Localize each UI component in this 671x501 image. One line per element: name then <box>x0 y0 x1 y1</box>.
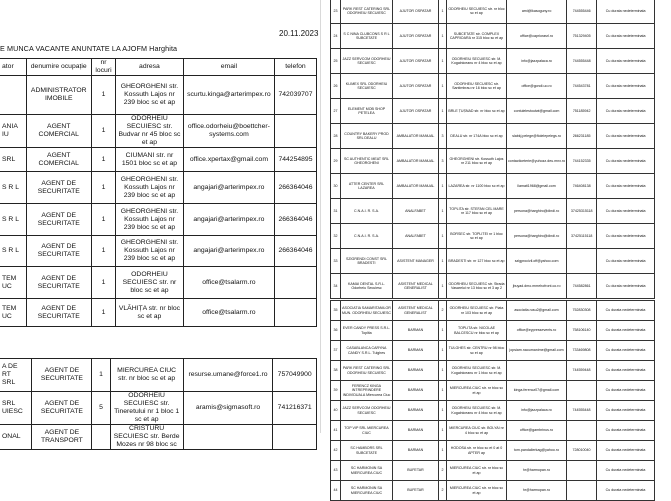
phone-cell: 744555446 <box>567 0 597 24</box>
phone-cell <box>274 115 316 148</box>
positions-cell: 1 <box>439 341 447 361</box>
occupation-cell: AMBALATOR MANUAL <box>393 149 439 174</box>
occupation-cell: BARMAN <box>393 421 439 441</box>
contract-cell: Cu durata nedeterminata <box>597 124 655 149</box>
address-cell: ODORHEIU SECUIESC str. Strada Vasarelui nr 13 bloc sc et 3 ap 2 <box>447 274 507 299</box>
address-cell: GHEORGHENI str. Kossuth Lajos nr 239 bloc sc et ap <box>116 236 184 267</box>
employer-cell: S R L <box>0 172 26 204</box>
phone-cell: 744582861 <box>567 274 597 299</box>
table-row <box>331 74 655 99</box>
occupation-cell: ASISTENT MANAGER <box>393 249 439 274</box>
table-row <box>331 274 655 299</box>
employer-cell: S R L <box>0 236 26 267</box>
employer-cell: EVER CANDY PRESS S.R.L. Toplita <box>341 321 393 341</box>
phone-cell: 751185942 <box>567 99 597 124</box>
positions-cell: 1 <box>91 115 115 148</box>
row-number-cell: 25 <box>331 49 341 74</box>
occupation-cell: AGENT DE TRANSPORT <box>32 425 92 450</box>
occupation-cell: AGENT DE SECURITATE <box>26 204 91 236</box>
phone-cell <box>567 249 597 274</box>
header-cell: nr locuri <box>91 59 115 76</box>
row-number-cell: 28 <box>331 124 341 149</box>
table-row <box>331 124 655 149</box>
positions-cell: 1 <box>439 274 447 299</box>
phone-cell <box>273 425 317 450</box>
row-number-cell: 43 <box>331 461 341 481</box>
phone-cell: 37425115118 <box>567 224 597 249</box>
employer-cell: SRL UIESC <box>0 392 32 425</box>
address-cell: MIERCUREA CIUC str. BOLYAI nr 4 bloc sc et ap <box>447 421 507 441</box>
phone-cell: 751329405 <box>567 24 597 49</box>
positions-cell: 1 <box>91 267 115 299</box>
address-cell: ODORHEIU SECUIESC str. M. Kogalniceanu nr 4 bloc sc et ap <box>447 49 507 74</box>
positions-cell: 1 <box>439 441 447 461</box>
address-cell: TOPLITA str. NICOLAE BALCESCU nr bloc sc et ap <box>447 321 507 341</box>
positions-cell: 2 <box>439 301 447 321</box>
contract-cell: Cu durata nedeterminata <box>597 401 655 421</box>
row-number-cell: 31 <box>331 199 341 224</box>
employer-cell <box>0 76 26 115</box>
employer-cell: SC AUTHENTIC MEAT SRL GHEORGHENI <box>341 149 393 174</box>
occupation-cell: BUFETAR <box>393 461 439 481</box>
phone-cell: 744543781 <box>567 74 597 99</box>
phone-cell <box>567 381 597 401</box>
occupation-cell: ANALFABET <box>393 199 439 224</box>
email-cell: office.xpertax@gmail.com <box>183 148 274 172</box>
address-cell: ODORHEIU SECUIESC str. nr bloc sc et ap <box>116 267 184 299</box>
email-cell: asociatia.rusu2@gmail.com <box>507 301 567 321</box>
address-cell: GHEORGHENI str. Kossuth Lajos nr 211 bloc sc et ap <box>447 149 507 174</box>
contract-cell: Cu durata nedeterminata <box>597 321 655 341</box>
table-row <box>0 359 317 392</box>
positions-cell: 1 <box>91 204 115 236</box>
email-cell: office@eypressevents.ro <box>507 321 567 341</box>
email-cell: tom.pandalierkag@yahoo.ro <box>507 441 567 461</box>
contract-cell: Cu durata nedeterminata <box>597 199 655 224</box>
occupation-cell: AJUTOR OSPATAR <box>393 49 439 74</box>
table-row <box>331 341 655 361</box>
employer-cell: PARK REST CATERING SRL ODORHEIU SECUIESC <box>341 361 393 381</box>
email-cell: persona@harghiro@dindi.ro <box>507 224 567 249</box>
address-cell: TOPLITA str. STEFAN CEL MARE nr 117 bloc sc et ap <box>447 199 507 224</box>
header-cell: adresa <box>116 59 184 76</box>
address-cell: MIERCUREA CIUC str. nr bloc sc et ap <box>447 461 507 481</box>
left-page <box>0 0 319 448</box>
table-row <box>0 267 317 299</box>
positions-cell: 1 <box>439 361 447 381</box>
contract-cell: Cu durata nedeterminata <box>597 24 655 49</box>
contract-cell: Cu durata nedeterminata <box>597 74 655 99</box>
contract-cell: Cu durata nedeterminata <box>597 381 655 401</box>
positions-cell: 1 <box>439 24 447 49</box>
header-cell: email <box>183 59 274 76</box>
occupation-cell: ADMINISTRATOR IMOBILE <box>26 76 91 115</box>
phone-cell: 758106140 <box>567 321 597 341</box>
phone-cell: 37425315118 <box>567 199 597 224</box>
email-cell: angajari@arterimpex.ro <box>183 236 274 267</box>
positions-cell: 2 <box>439 461 447 481</box>
table-header-row <box>0 59 317 76</box>
positions-cell: 1 <box>439 49 447 74</box>
table-row <box>0 115 317 148</box>
occupation-cell: BARMAN <box>393 361 439 381</box>
contract-cell: Cu durata nedeterminata <box>597 361 655 381</box>
address-cell: BORSEC str. TOPLITEI nr 1 bloc sc et ap <box>447 224 507 249</box>
positions-cell: 1 <box>91 236 115 267</box>
jobs-table-top <box>0 58 317 327</box>
employer-cell: C.N.A.I. R. S.A. <box>341 224 393 249</box>
email-cell: info@jazzpalaca.ro <box>507 49 567 74</box>
occupation-cell: AGENT DE SECURITATE <box>26 299 91 327</box>
employer-cell: S C NINA CLUBCONS S R L SUBCETATE <box>341 24 393 49</box>
address-cell: SUBCETATE str. COMPLEX CAPRIOARA nr 315 bloc sc et ap <box>447 24 507 49</box>
employer-cell: SC HARMONIN SA MIERCUREA CIUC <box>341 461 393 481</box>
occupation-cell: AGENT DE SECURITATE <box>26 172 91 204</box>
phone-cell: 744254895 <box>274 148 316 172</box>
phone-cell <box>567 421 597 441</box>
phone-cell: 266364046 <box>274 236 316 267</box>
address-cell: BRLE ȚUȘNAD str. nr bloc sc et ap <box>447 99 507 124</box>
positions-cell: 1 <box>439 224 447 249</box>
table-row <box>0 148 317 172</box>
address-cell: CRISTURU SECUIESC str. Berde Mozes nr 98 bloc sc <box>110 425 183 450</box>
email-cell: jopsiam.naoumanime@gmail.com <box>507 341 567 361</box>
email-cell: resurse.umane@force1.ro <box>183 359 273 392</box>
contract-cell: Cu durata nedeterminata <box>597 224 655 249</box>
phone-cell <box>567 481 597 501</box>
employer-cell: PARK REST CATERING SRL ODORHEIU SECUIESC <box>341 0 393 24</box>
table-row <box>331 421 655 441</box>
phone-cell: 744152335 <box>567 149 597 174</box>
phone-cell: 266364046 <box>274 172 316 204</box>
positions-cell: 1 <box>92 359 110 392</box>
email-cell: szigprocivil.off@yahoo.com <box>507 249 567 274</box>
occupation-cell: BARMAN <box>393 321 439 341</box>
address-cell: GHEORGHENI str. Kossuth Lajos nr 239 bloc sc et ap <box>116 204 184 236</box>
email-cell: contacticeterie@yuhozz.deu.mnx.ro <box>507 149 567 174</box>
email-cell <box>183 425 273 450</box>
employer-cell: S R L <box>0 204 26 236</box>
table-row <box>331 461 655 481</box>
phone-cell: 744559448 <box>567 361 597 381</box>
employer-cell: TOP VIP SRL MIERCUREA CIUC <box>341 421 393 441</box>
row-number-cell: 32 <box>331 224 341 249</box>
contract-cell: Cu durata nedeterminata <box>597 149 655 174</box>
occupation-cell: ASISTENT MEDICAL GENERALIST <box>393 301 439 321</box>
row-number-cell: 23 <box>331 0 341 24</box>
positions-cell: 1 <box>439 199 447 224</box>
employer-cell: A DE RT SRL <box>0 359 32 392</box>
contract-cell: Cu durata nedeterminata <box>597 0 655 24</box>
email-cell: slabkj.pelege@fiolelepelegs.ro <box>507 124 567 149</box>
contract-cell: Cu durata nedeterminata <box>597 174 655 199</box>
contract-cell: Cu durata nedeterminata <box>597 421 655 441</box>
positions-cell: 1 <box>439 381 447 401</box>
employer-cell: ONAL <box>0 425 32 450</box>
row-number-cell: 33 <box>331 249 341 274</box>
phone-cell: 728010040 <box>567 441 597 461</box>
occupation-cell: AJUTOR OSPATAR <box>393 99 439 124</box>
document-date: 20.11.2023 <box>279 29 319 38</box>
address-cell: GHEORGHENI str. Kossuth Lajos nr 239 bloc sc et ap <box>116 76 184 115</box>
address-cell: MIERCUREA CIUC str. nr bloc sc et ap <box>447 381 507 401</box>
contract-cell: Cu durata nedeterminata <box>597 341 655 361</box>
address-cell: VLĂHIȚA str. nr bloc sc et ap <box>116 299 184 327</box>
table-row <box>331 224 655 249</box>
row-number-cell: 40 <box>331 401 341 421</box>
table-row <box>331 0 655 24</box>
address-cell: ODORHEIU SECUIESC str. M. Kogalniceanu nr 1 bloc sc et ap <box>447 361 507 381</box>
positions-cell: 1 <box>439 249 447 274</box>
phone-cell: 744555448 <box>567 49 597 74</box>
table-row <box>0 236 317 267</box>
phone-cell: 744555448 <box>567 401 597 421</box>
email-cell: office.odorheiu@boettcher-systems.com <box>183 115 274 148</box>
occupation-cell: AGENT COMERCIAL <box>26 115 91 148</box>
contract-cell: Cu durata nedeterminata <box>597 99 655 124</box>
occupation-cell: ASISTENT MEDICAL GENERALIST <box>393 274 439 299</box>
phone-cell <box>274 267 316 299</box>
employer-cell: COUNTRY BAKERY PROD SRL DEALU <box>341 124 393 149</box>
occupation-cell: BARMAN <box>393 401 439 421</box>
jobs-table-right-top <box>330 0 655 299</box>
employer-cell: ASOCIATIA SAMARITANILOR MUN. ODORHEIU SECUIESC <box>341 301 393 321</box>
row-number-cell: 38 <box>331 361 341 381</box>
row-number-cell: 44 <box>331 481 341 501</box>
phone-cell <box>274 299 316 327</box>
phone-cell: 752830308 <box>567 301 597 321</box>
address-cell: BRADESTI str. nr 127 bloc sc et ap <box>447 249 507 274</box>
address-cell: GHEORGHENI str. Kossuth Lajos nr 239 bloc sc et ap <box>116 172 184 204</box>
positions-cell <box>92 425 110 450</box>
address-cell: ODORHEIU SECUIESC str. Piata nr 103 bloc sc et ap <box>447 301 507 321</box>
occupation-cell: AGENT DE SECURITATE <box>26 267 91 299</box>
employer-cell: ELEMENT MOB SHOP PETELEA <box>341 99 393 124</box>
phone-cell: 741216371 <box>273 392 317 425</box>
table-row <box>331 401 655 421</box>
row-number-cell: 36 <box>331 321 341 341</box>
employer-cell: SRL <box>0 148 26 172</box>
phone-cell: 266364046 <box>274 204 316 236</box>
table-row <box>0 425 317 450</box>
table-row <box>331 441 655 461</box>
email-cell: hr@harmopan.ro <box>507 461 567 481</box>
occupation-cell: AJUTOR OSPATAR <box>393 74 439 99</box>
row-number-cell: 27 <box>331 99 341 124</box>
row-number-cell: 41 <box>331 421 341 441</box>
right-page <box>330 0 671 495</box>
positions-cell: 1 <box>439 74 447 99</box>
contract-cell: Cu durata nedeterminata <box>597 274 655 299</box>
row-number-cell: 39 <box>331 381 341 401</box>
occupation-cell: BARMAN <box>393 441 439 461</box>
email-cell: office@gondi.uo.ro <box>507 74 567 99</box>
jobs-table-bottom <box>0 358 317 450</box>
table-row <box>0 76 317 115</box>
email-cell: office@tsalarm.ro <box>183 299 274 327</box>
table-row <box>331 381 655 401</box>
table-row <box>331 321 655 341</box>
positions-cell: 1 <box>439 0 447 24</box>
positions-cell: 1 <box>439 174 447 199</box>
email-cell: office@tsalarm.ro <box>183 267 274 299</box>
phone-cell: 757049900 <box>273 359 317 392</box>
employer-cell: JAZZ SERVCOM ODORHEIU SECUIESC <box>341 401 393 421</box>
positions-cell: 1 <box>439 401 447 421</box>
email-cell: ami@lkasoguny.ro <box>507 0 567 24</box>
positions-cell: 1 <box>439 99 447 124</box>
employer-cell: SC HARMONIN SA MIERCUREA CIUC <box>341 481 393 501</box>
address-cell: ODORHEIU SECUIESC str. Tineretului nr 1 bloc 1 sc et ap <box>110 392 183 425</box>
email-cell: office@capriorasrl.ro <box>507 24 567 49</box>
address-cell: MIERCUREA CIUC str. nr bloc sc et ap <box>110 359 183 392</box>
positions-cell: 5 <box>92 392 110 425</box>
email-cell: aramis@sigmasoft.ro <box>183 392 273 425</box>
positions-cell: 2 <box>439 481 447 501</box>
table-row <box>331 481 655 501</box>
employer-cell: KLIMEX SRL ODORHEIU SECUIESC <box>341 74 393 99</box>
contract-cell: Cu durata nedeterminata <box>597 49 655 74</box>
phone-cell: 746408138 <box>567 174 597 199</box>
phone-cell: 733469808 <box>567 341 597 361</box>
row-number-cell: 35 <box>331 301 341 321</box>
row-number-cell: 30 <box>331 174 341 199</box>
table-row <box>331 361 655 381</box>
table-row <box>331 174 655 199</box>
email-cell: jbuyad.dmo.mmehofront.co.ro <box>507 274 567 299</box>
email-cell: angajari@arterimpex.ro <box>183 204 274 236</box>
row-number-cell: 24 <box>331 24 341 49</box>
employer-cell: TEM UC <box>0 267 26 299</box>
employer-cell: SC HAMBORS SRL SUBCETATE <box>341 441 393 461</box>
row-number-cell: 37 <box>331 341 341 361</box>
occupation-cell: AGENT DE SECURITATE <box>26 236 91 267</box>
phone-cell: 266231185 <box>567 124 597 149</box>
employer-cell: TEM UC <box>0 299 26 327</box>
occupation-cell: AGENT COMERCIAL <box>26 148 91 172</box>
jobs-table-right-bottom <box>330 300 655 501</box>
table-row <box>331 24 655 49</box>
email-cell: scurtu.kinga@arterimpex.ro <box>183 76 274 115</box>
positions-cell: 1 <box>91 172 115 204</box>
email-cell: office@gambrinus.ro <box>507 421 567 441</box>
occupation-cell: AGENT DE SECURITATE <box>32 359 92 392</box>
phone-cell <box>567 461 597 481</box>
employer-cell: ANIA IU <box>0 115 26 148</box>
occupation-cell: AGENT DE SECURITATE <box>32 392 92 425</box>
phone-cell: 742039707 <box>274 76 316 115</box>
email-cell <box>507 361 567 381</box>
address-cell: ODORHEIU SECUIESC str. Santimbrau nr 16 bloc sc et ap <box>447 74 507 99</box>
row-number-cell: 29 <box>331 149 341 174</box>
table-row <box>0 204 317 236</box>
email-cell: angajari@arterimpex.ro <box>183 172 274 204</box>
contract-cell: Cu durata nedeterminata <box>597 441 655 461</box>
table-row <box>331 249 655 274</box>
employer-cell: KAMAI DENTAL S.R.L. Odorheiu Secuiesc <box>341 274 393 299</box>
occupation-cell: AJUTOR OSPATAR <box>393 0 439 24</box>
table-row <box>0 392 317 425</box>
employer-cell: ATTER CENTER SRL LAZAREA <box>341 174 393 199</box>
row-number-cell: 42 <box>331 441 341 461</box>
occupation-cell: BARMAN <box>393 341 439 361</box>
email-cell: kinga.ferencz07@gmail.com <box>507 381 567 401</box>
email-cell: hr@harmopan.ro <box>507 481 567 501</box>
header-cell: denumire ocupație <box>26 59 91 76</box>
document-heading: E MUNCA VACANTE ANUNTATE LA AJOFM Harghita <box>0 44 178 53</box>
address-cell: TULGHES str. CENTRU nr 98 bloc sc et ap <box>447 341 507 361</box>
employer-cell: SZIGRENDI CONST SRL BRADESTI <box>341 249 393 274</box>
employer-cell: C.N.A.I. R. S.A. <box>341 199 393 224</box>
occupation-cell: AMBALATOR MANUAL <box>393 124 439 149</box>
table-row <box>0 299 317 327</box>
row-number-cell: 26 <box>331 74 341 99</box>
address-cell: MIERCUREA CIUC str. nr bloc sc et ap <box>447 481 507 501</box>
table-row <box>331 301 655 321</box>
contract-cell: Cu durata nedeterminata <box>597 481 655 501</box>
contract-cell: Cu durata nedeterminata <box>597 301 655 321</box>
email-cell: info@jazzpalaca.ro <box>507 401 567 421</box>
table-row <box>331 149 655 174</box>
email-cell: contulelestoutwi@gmail.com <box>507 99 567 124</box>
occupation-cell: AMBALATOR MANUAL <box>393 174 439 199</box>
address-cell: DEALU str. nr 174A bloc sc et ap <box>447 124 507 149</box>
email-cell: llamati1968@gmail.com <box>507 174 567 199</box>
positions-cell: 1 <box>91 76 115 115</box>
positions-cell: 1 <box>91 299 115 327</box>
occupation-cell: ANALFABET <box>393 224 439 249</box>
employer-cell: CASABLANCA CARYNA CANDY S.R.L. Tulghes <box>341 341 393 361</box>
header-cell: telefon <box>274 59 316 76</box>
positions-cell: 3 <box>439 124 447 149</box>
positions-cell: 1 <box>439 421 447 441</box>
occupation-cell: BUFETAR <box>393 481 439 501</box>
address-cell: CIUMANI str. nr 1501 bloc sc et ap <box>116 148 184 172</box>
occupation-cell: AJUTOR OSPATAR <box>393 24 439 49</box>
header-cell: ator <box>0 59 26 76</box>
table-row <box>331 199 655 224</box>
address-cell: LAZAREA str. nr 1100 bloc sc et ap <box>447 174 507 199</box>
positions-cell: 1 <box>439 321 447 341</box>
employer-cell: FERENCZ KINGA INTREPRINDERE INDIVIDUALA Miercurea Ciuc <box>341 381 393 401</box>
positions-cell: 1 <box>91 148 115 172</box>
email-cell: persona@harghiro@dindi.ro <box>507 199 567 224</box>
employer-cell: JAZZ SERVCOM ODORHEIU SECUIESC <box>341 49 393 74</box>
address-cell: ODORHEIU SECUIESC str. nr bloc sc et ap <box>447 0 507 24</box>
address-cell: ODORHEIU SECUIESC str. Budvar nr 45 bloc sc et ap <box>116 115 184 148</box>
address-cell: ODORHEIU SECUIESC str. M. Kogalniceanu nr 4 bloc sc et ap <box>447 401 507 421</box>
page-divider <box>320 0 321 433</box>
table-row <box>331 49 655 74</box>
address-cell: HODOSA str. nr bloc sc et 0 at 0 APTER ap <box>447 441 507 461</box>
row-number-cell: 34 <box>331 274 341 299</box>
table-row <box>331 99 655 124</box>
contract-cell: Cu durata nedeterminata <box>597 461 655 481</box>
table-row <box>0 172 317 204</box>
occupation-cell: BARMAN <box>393 381 439 401</box>
contract-cell: Cu durata nedeterminata <box>597 249 655 274</box>
positions-cell: 3 <box>439 149 447 174</box>
